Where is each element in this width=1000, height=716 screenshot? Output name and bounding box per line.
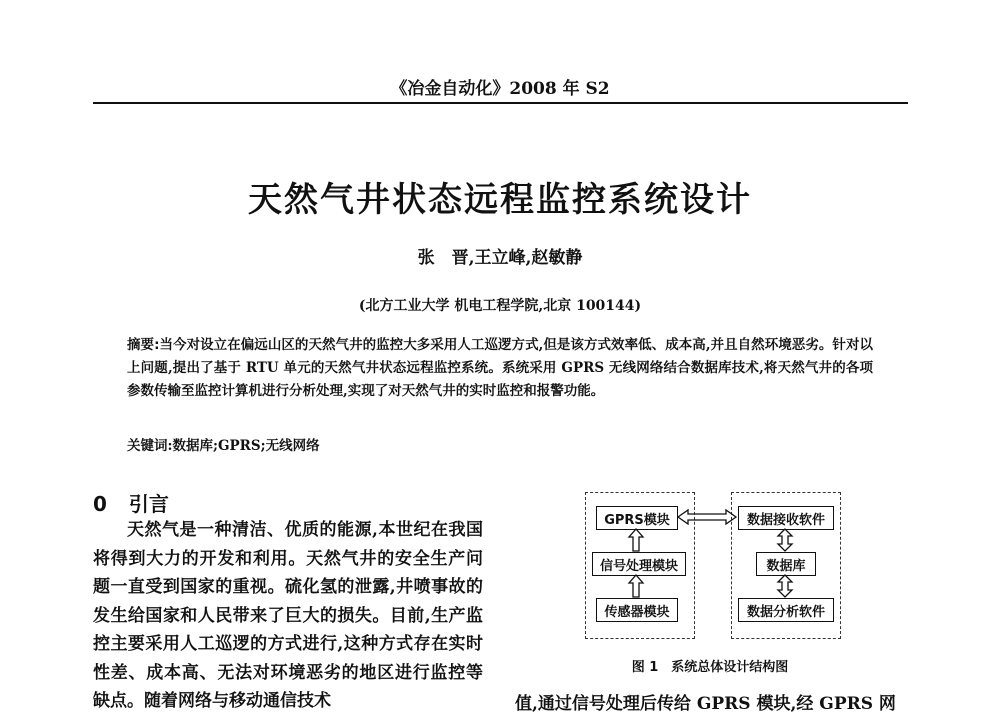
intro-paragraph: 天然气是一种清洁、优质的能源,本世纪在我国将得到大力的开发和利用。天然气井的安全生产问题一直受到国家的重视。硫化氢的泄露,井喷事故的发生给国家和人民带来了巨大的损失。目前,生产监控主要采用人工巡逻的方式进行,这种方式存在实时性差、成本高、无法对环境恶劣的地区进行监控等缺点。随着网络与移动通信技术 [93,520,483,711]
paper-title: 天然气井状态远程监控系统设计 [248,180,752,220]
keywords-text: 数据库;GPRS;无线网络 [172,438,320,454]
database-box: 数据库 [756,552,816,576]
section-number: 0 [93,492,107,516]
right-double-arrows [778,529,792,597]
authors: 张 晋,王立峰,赵敏静 [417,248,583,268]
left-up-arrows [629,529,643,597]
abstract-text: 当今对设立在偏远山区的天然气井的监控大多采用人工巡逻方式,但是该方式效率低、成本高,并且自然环境恶劣。针对以上问题,提出了基于 RTU 单元的天然气井状态远程监控系统。系统采用 GPRS 无线网络结合数据库技术,将天然气井的各项参数传输至监控计算机进行分析处理,实现了对天然气井的实时监控和报警功能。 [127,337,873,399]
signal-processing-box: 信号处理模块 [592,552,686,576]
gprs-link-arrow [678,510,736,524]
data-receive-software-box: 数据接收软件 [738,506,834,530]
journal-header: 《冶金自动化》2008 年 S2 [390,79,610,99]
keywords-label: 关键词: [127,438,173,454]
figure-caption: 图 1 系统总体设计结构图 [631,660,789,675]
affiliation: (北方工业大学 机电工程学院,北京 100144) [358,298,642,314]
sensor-module-box: 传感器模块 [596,598,678,622]
section-title: 引言 [128,492,169,516]
abstract-label: 摘要: [127,337,160,353]
right-column-text: 值,通过信号处理后传给 GPRS 模块,经 GPRS 网 [515,694,896,714]
data-analysis-software-box: 数据分析软件 [738,598,834,622]
gprs-module-box: GPRS模块 [596,506,678,530]
